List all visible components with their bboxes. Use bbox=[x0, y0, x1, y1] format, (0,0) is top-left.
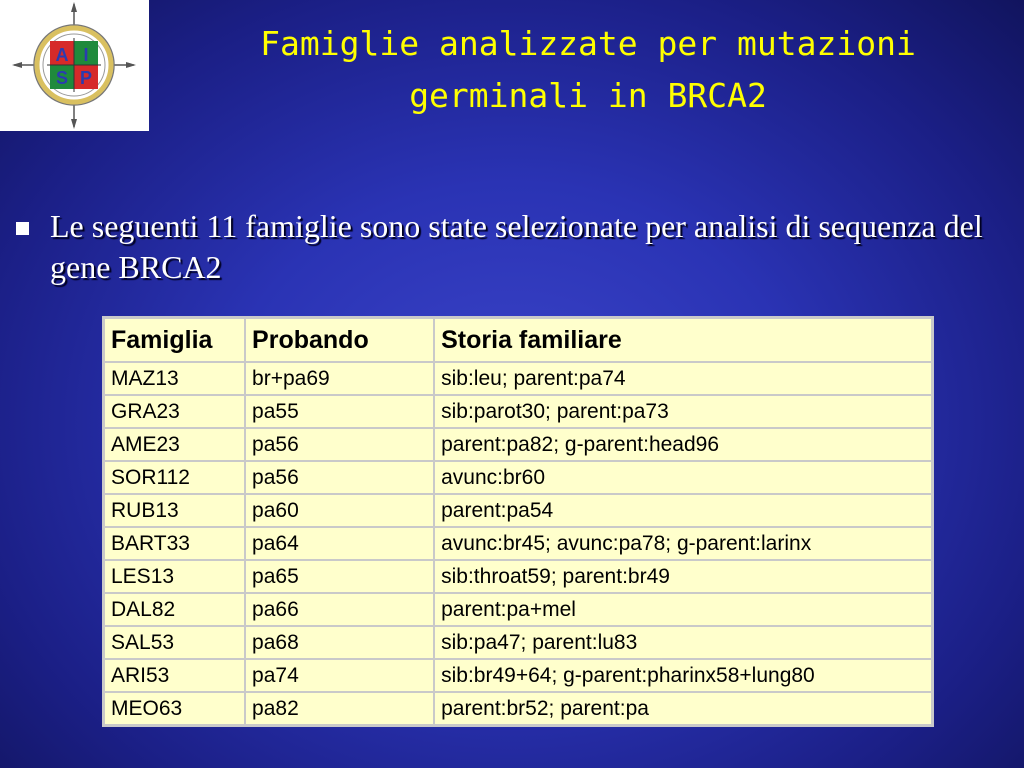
table-row bbox=[104, 428, 933, 461]
famiglia-cell: RUB13 bbox=[104, 494, 246, 527]
storia-familiare-cell: sib:parot30; parent:pa73 bbox=[434, 395, 932, 428]
probando-cell: pa68 bbox=[245, 626, 434, 659]
storia-familiare-cell: parent:br52; parent:pa bbox=[434, 692, 932, 726]
table-body bbox=[104, 362, 933, 726]
storia-familiare-cell: sib:leu; parent:pa74 bbox=[434, 362, 932, 395]
famiglia-cell: MAZ13 bbox=[104, 362, 246, 395]
square-bullet-icon bbox=[16, 222, 29, 235]
logo-letter-i: I bbox=[83, 45, 89, 65]
slide-title-line1: Famiglie analizzate per mutazioni bbox=[260, 24, 916, 63]
storia-familiare-cell: sib:br49+64; g-parent:pharinx58+lung80 bbox=[434, 659, 932, 692]
storia-familiare-cell: parent:pa82; g-parent:head96 bbox=[434, 428, 932, 461]
table-row bbox=[104, 527, 933, 560]
famiglia-cell: AME23 bbox=[104, 428, 246, 461]
probando-cell: pa56 bbox=[245, 461, 434, 494]
families-table bbox=[102, 316, 934, 727]
probando-cell: pa55 bbox=[245, 395, 434, 428]
famiglia-cell: BART33 bbox=[104, 527, 246, 560]
table-row bbox=[104, 494, 933, 527]
famiglia-cell: SAL53 bbox=[104, 626, 246, 659]
probando-cell: pa56 bbox=[245, 428, 434, 461]
aisp-logo-graphic bbox=[0, 0, 149, 131]
probando-cell: pa74 bbox=[245, 659, 434, 692]
table-row bbox=[104, 659, 933, 692]
logo-letter-a: A bbox=[55, 45, 69, 65]
table-row bbox=[104, 626, 933, 659]
header-probando: Probando bbox=[245, 318, 434, 363]
logo-letter-p: P bbox=[79, 68, 93, 88]
table-header-row bbox=[104, 318, 933, 363]
probando-cell: pa65 bbox=[245, 560, 434, 593]
bullet-text: Le seguenti 11 famiglie sono state selezionate per analisi di sequenza del gene BRCA2 bbox=[50, 208, 983, 285]
storia-familiare-cell: avunc:br60 bbox=[434, 461, 932, 494]
probando-cell: pa82 bbox=[245, 692, 434, 726]
probando-cell: pa64 bbox=[245, 527, 434, 560]
table-row bbox=[104, 461, 933, 494]
storia-familiare-cell: avunc:br45; avunc:pa78; g-parent:larinx bbox=[434, 527, 932, 560]
famiglia-cell: DAL82 bbox=[104, 593, 246, 626]
famiglia-cell: SOR112 bbox=[104, 461, 246, 494]
famiglia-cell: GRA23 bbox=[104, 395, 246, 428]
probando-cell: pa66 bbox=[245, 593, 434, 626]
slide-title bbox=[160, 18, 1016, 122]
famiglia-cell: LES13 bbox=[104, 560, 246, 593]
table-row bbox=[104, 692, 933, 726]
storia-familiare-cell: parent:pa+mel bbox=[434, 593, 932, 626]
table-row bbox=[104, 362, 933, 395]
probando-cell: pa60 bbox=[245, 494, 434, 527]
storia-familiare-cell: sib:pa47; parent:lu83 bbox=[434, 626, 932, 659]
aisp-logo bbox=[0, 0, 149, 131]
famiglia-cell: ARI53 bbox=[104, 659, 246, 692]
table-row bbox=[104, 395, 933, 428]
probando-cell: br+pa69 bbox=[245, 362, 434, 395]
table-row bbox=[104, 560, 933, 593]
header-famiglia: Famiglia bbox=[104, 318, 246, 363]
logo-letter-s: S bbox=[55, 68, 69, 88]
table-row bbox=[104, 593, 933, 626]
header-storia-familiare: Storia familiare bbox=[434, 318, 932, 363]
storia-familiare-cell: parent:pa54 bbox=[434, 494, 932, 527]
storia-familiare-cell: sib:throat59; parent:br49 bbox=[434, 560, 932, 593]
famiglia-cell: MEO63 bbox=[104, 692, 246, 726]
slide-title-line2: germinali in BRCA2 bbox=[409, 76, 767, 115]
